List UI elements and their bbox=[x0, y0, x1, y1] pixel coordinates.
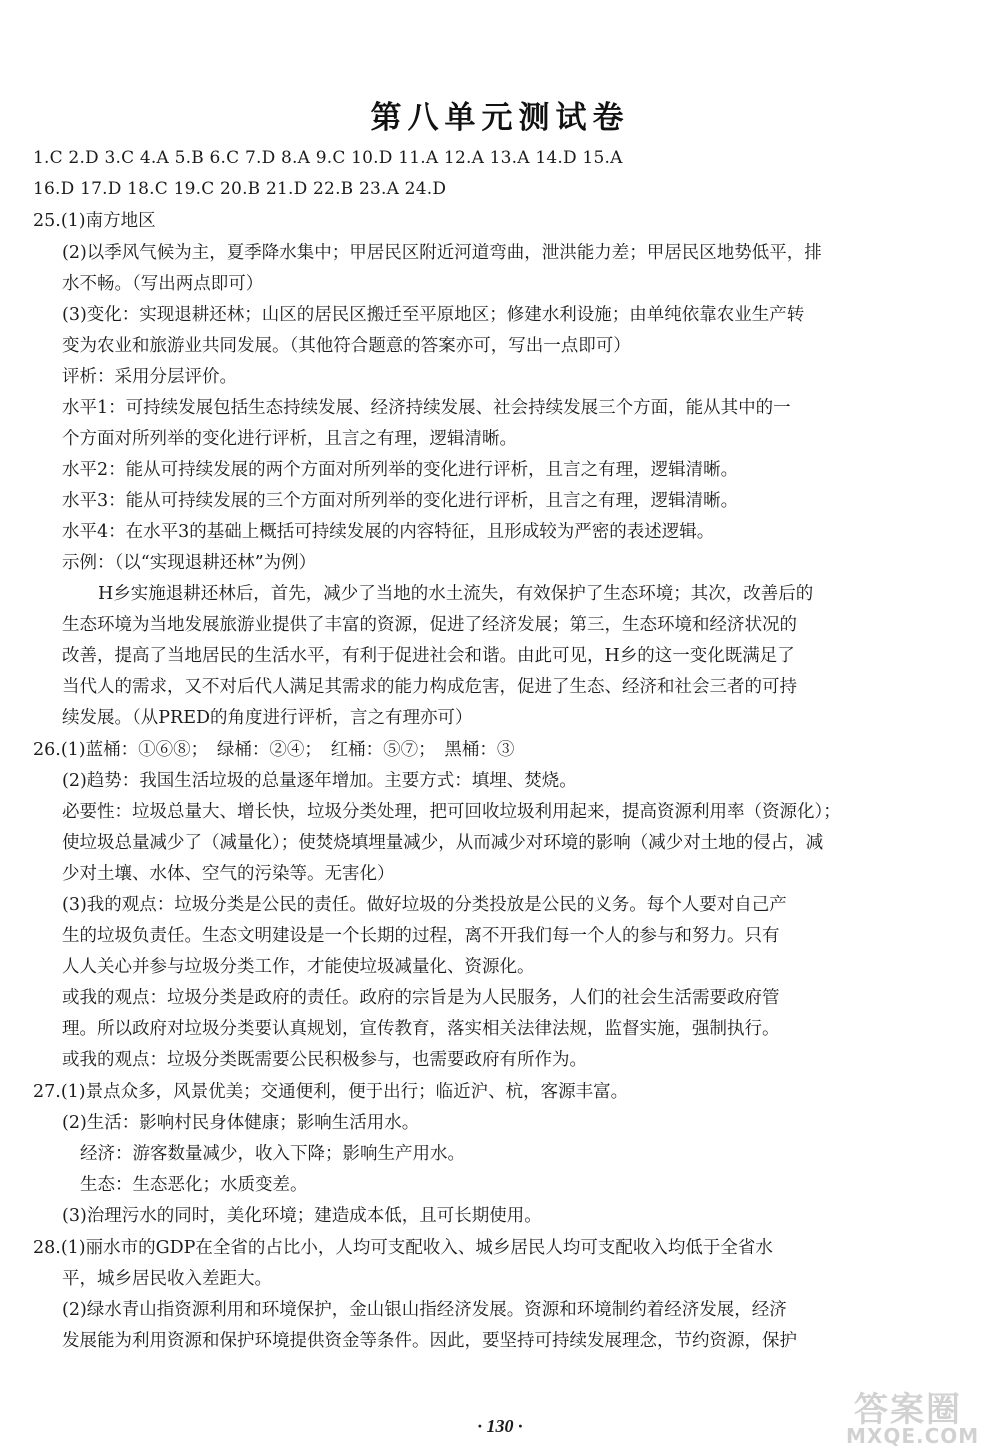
text-line: 续发展。（从PRED的角度进行评析，言之有理亦可） bbox=[62, 708, 473, 728]
text-line: 人人关心并参与垃圾分类工作，才能使垃圾减量化、资源化。 bbox=[62, 957, 535, 977]
text-line: 示例：（以“实现退耕还林”为例） bbox=[62, 553, 317, 573]
text-line: (3)变化：实现退耕还林；山区的居民区搬迁至平原地区；修建水利设施；由单纯依靠农业生产转 bbox=[62, 305, 805, 325]
text-line: 27.(1)景点众多，风景优美；交通便利，便于出行；临近沪、杭，客源丰富。 bbox=[33, 1082, 629, 1102]
text-line: 水平3：能从可持续发展的三个方面对所列举的变化进行评析，且言之有理，逻辑清晰。 bbox=[62, 491, 739, 511]
mc-answer-line: 1.C 2.D 3.C 4.A 5.B 6.C 7.D 8.A 9.C 10.D 11.A 12.A 13.A 14.D 15.A bbox=[33, 148, 623, 168]
text-line: 理。所以政府对垃圾分类要认真规划，宣传教育，落实相关法律法规，监督实施，强制执行。 bbox=[62, 1019, 780, 1039]
text-line: 26.(1)蓝桶：①⑥⑧； 绿桶：②④； 红桶：⑤⑦； 黑桶：③ bbox=[33, 740, 515, 760]
text-line: 25.(1)南方地区 bbox=[33, 211, 156, 231]
text-line: (2)绿水青山指资源利用和环境保护，金山银山指经济发展。资源和环境制约着经济发展，经济 bbox=[62, 1300, 787, 1320]
text-line: 28.(1)丽水市的GDP在全省的占比小，人均可支配收入、城乡居民人均可支配收入均低于全省水 bbox=[33, 1238, 773, 1258]
text-line: (3)治理污水的同时，美化环境；建造成本低，且可长期使用。 bbox=[62, 1206, 542, 1226]
text-line: 改善，提高了当地居民的生活水平，有利于促进社会和谐。由此可见，H乡的这一变化既满足了 bbox=[62, 646, 795, 666]
text-line: 发展能为利用资源和保护环境提供资金等条件。因此，要坚持可持续发展理念，节约资源，保护 bbox=[62, 1331, 797, 1351]
text-line: 个方面对所列举的变化进行评析，且言之有理，逻辑清晰。 bbox=[62, 429, 517, 449]
page-number: · 130 · bbox=[477, 1416, 523, 1436]
text-line: 水平4：在水平3的基础上概括可持续发展的内容特征，且形成较为严密的表述逻辑。 bbox=[62, 522, 715, 542]
text-line: H乡实施退耕还林后，首先，减少了当地的水土流失，有效保护了生态环境；其次，改善后的 bbox=[98, 584, 814, 604]
text-line: 生的垃圾负责任。生态文明建设是一个长期的过程，离不开我们每一个人的参与和努力。只有 bbox=[62, 926, 780, 946]
text-line: 平，城乡居民收入差距大。 bbox=[62, 1269, 272, 1289]
text-line: (2)趋势：我国生活垃圾的总量逐年增加。主要方式：填埋、焚烧。 bbox=[62, 771, 577, 791]
text-line: 生态环境为当地发展旅游业提供了丰富的资源，促进了经济发展；第三，生态环境和经济状况的 bbox=[62, 615, 797, 635]
text-line: 水平1：可持续发展包括生态持续发展、经济持续发展、社会持续发展三个方面，能从其中的一 bbox=[62, 398, 791, 418]
text-line: 使垃圾总量减少了（减量化）；使焚烧填埋量减少，从而减少对环境的影响（减少对土地的侵占，减 bbox=[62, 833, 824, 853]
text-line: 或我的观点：垃圾分类既需要公民积极参与，也需要政府有所作为。 bbox=[62, 1050, 587, 1070]
text-line: (2)以季风气候为主，夏季降水集中；甲居民区附近河道弯曲，泄洪能力差；甲居民区地势低平，排 bbox=[62, 243, 822, 263]
mc-answer-line: 16.D 17.D 18.C 19.C 20.B 21.D 22.B 23.A 24.D bbox=[33, 179, 447, 199]
text-line: 经济：游客数量减少，收入下降；影响生产用水。 bbox=[80, 1144, 465, 1164]
text-line: 水不畅。（写出两点即可） bbox=[62, 274, 264, 294]
text-line: 变为农业和旅游业共同发展。（其他符合题意的答案亦可，写出一点即可） bbox=[62, 336, 631, 356]
text-line: (3)我的观点：垃圾分类是公民的责任。做好垃圾的分类投放是公民的义务。每个人要对自己产 bbox=[62, 895, 787, 915]
text-line: 或我的观点：垃圾分类是政府的责任。政府的宗旨是为人民服务，人们的社会生活需要政府管 bbox=[62, 988, 780, 1008]
text-line: 评析：采用分层评价。 bbox=[62, 367, 237, 387]
text-line: 生态：生态恶化；水质变差。 bbox=[80, 1175, 308, 1195]
text-line: 必要性：垃圾总量大、增长快，垃圾分类处理，把可回收垃圾利用起来，提高资源利用率（资源化）； bbox=[62, 802, 841, 822]
text-line: (2)生活：影响村民身体健康；影响生活用水。 bbox=[62, 1113, 420, 1133]
watermark-url: MXQE.COM bbox=[846, 1424, 980, 1448]
page-title: 第八单元测试卷 bbox=[370, 100, 630, 136]
text-line: 少对土壤、水体、空气的污染等。无害化） bbox=[62, 864, 395, 884]
watermark-logo bbox=[842, 1382, 992, 1450]
watermark-text: 答案圈 bbox=[854, 1390, 962, 1430]
text-line: 当代人的需求，又不对后代人满足其需求的能力构成危害，促进了生态、经济和社会三者的可持 bbox=[62, 677, 797, 697]
text-line: 水平2：能从可持续发展的两个方面对所列举的变化进行评析，且言之有理，逻辑清晰。 bbox=[62, 460, 739, 480]
